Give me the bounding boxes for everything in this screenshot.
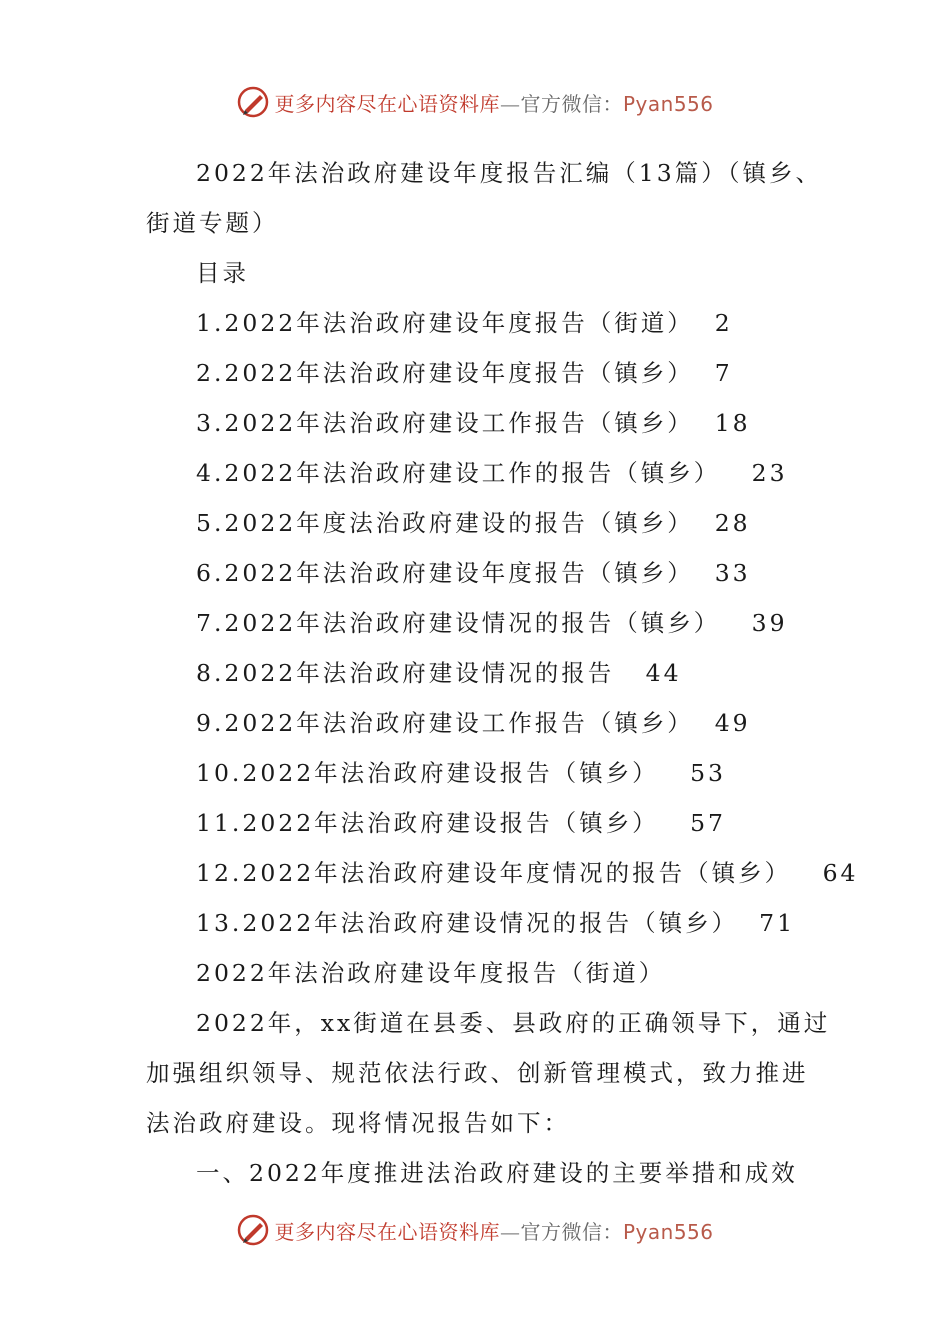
paragraph-line-1: 2022年，xx街道在县委、县政府的正确领导下，通过	[196, 1009, 831, 1037]
toc-item-page: 39	[751, 609, 788, 637]
toc-item-text: 13.2022年法治政府建设情况的报告（镇乡）	[196, 909, 739, 937]
toc-item	[196, 654, 682, 688]
toc-item	[196, 604, 788, 638]
toc-item	[196, 504, 751, 538]
toc-item-page: 53	[690, 759, 727, 787]
banner-dash: —	[499, 1219, 521, 1244]
toc-item-page: 2	[714, 309, 733, 337]
heading-1: 一、2022年度推进法治政府建设的主要举措和成效	[196, 1159, 798, 1187]
toc-item-text: 9.2022年法治政府建设工作报告（镇乡）	[196, 709, 694, 737]
toc-item-page: 18	[714, 409, 751, 437]
section-title: 2022年法治政府建设年度报告（街道）	[196, 959, 666, 987]
toc-item-text: 7.2022年法治政府建设情况的报告（镇乡）	[196, 609, 721, 637]
banner-dash: —	[499, 91, 521, 116]
header-watermark-banner	[0, 82, 950, 122]
banner-text-wechat: 官方微信：	[520, 91, 623, 116]
toc-item-text: 6.2022年法治政府建设年度报告（镇乡）	[196, 559, 694, 587]
toc-item	[196, 454, 788, 488]
banner-text-main: 更多内容尽在心语资料库	[274, 91, 500, 116]
paragraph-line-2: 加强组织领导、规范依法行政、创新管理模式，致力推进	[146, 1059, 809, 1087]
pen-logo-icon	[236, 85, 270, 119]
toc-item	[196, 904, 795, 938]
toc-item-text: 3.2022年法治政府建设工作报告（镇乡）	[196, 409, 694, 437]
toc-item-text: 4.2022年法治政府建设工作的报告（镇乡）	[196, 459, 721, 487]
doc-title-line-2: 街道专题）	[146, 209, 279, 237]
toc-item	[196, 554, 751, 588]
toc-item-page: 44	[645, 659, 682, 687]
pen-logo-icon	[236, 1213, 270, 1247]
toc-item	[196, 804, 726, 838]
toc-item	[196, 854, 859, 888]
toc-item-text: 12.2022年法治政府建设年度情况的报告（镇乡）	[196, 859, 792, 887]
toc-item-text: 11.2022年法治政府建设报告（镇乡）	[196, 809, 659, 837]
toc-item-text: 2.2022年法治政府建设年度报告（镇乡）	[196, 359, 694, 387]
toc-item-page: 33	[714, 559, 751, 587]
toc-item-page: 7	[714, 359, 733, 387]
banner-text-main: 更多内容尽在心语资料库	[274, 1219, 500, 1244]
toc-heading: 目录	[196, 259, 249, 287]
toc-item	[196, 404, 751, 438]
toc-item-text: 10.2022年法治政府建设报告（镇乡）	[196, 759, 659, 787]
paragraph-line-3: 法治政府建设。现将情况报告如下：	[146, 1109, 570, 1137]
footer-watermark-banner	[0, 1210, 950, 1250]
toc-item	[196, 304, 733, 338]
toc-item-text: 1.2022年法治政府建设年度报告（街道）	[196, 309, 694, 337]
toc-item-page: 49	[714, 709, 751, 737]
banner-wechat-id: Pyan556	[622, 1219, 714, 1244]
toc-item-text: 8.2022年法治政府建设情况的报告	[196, 659, 615, 687]
toc-item-page: 71	[759, 909, 796, 937]
toc-item-text: 5.2022年度法治政府建设的报告（镇乡）	[196, 509, 694, 537]
toc-item	[196, 754, 726, 788]
toc-item-page: 28	[714, 509, 751, 537]
toc-item	[196, 354, 733, 388]
toc-item-page: 64	[822, 859, 859, 887]
toc-item-page: 57	[690, 809, 727, 837]
toc-item	[196, 704, 751, 738]
banner-text-wechat: 官方微信：	[520, 1219, 623, 1244]
doc-title-line-1: 2022年法治政府建设年度报告汇编（13篇）（镇乡、	[196, 159, 822, 187]
banner-wechat-id: Pyan556	[622, 91, 714, 116]
toc-item-page: 23	[751, 459, 788, 487]
